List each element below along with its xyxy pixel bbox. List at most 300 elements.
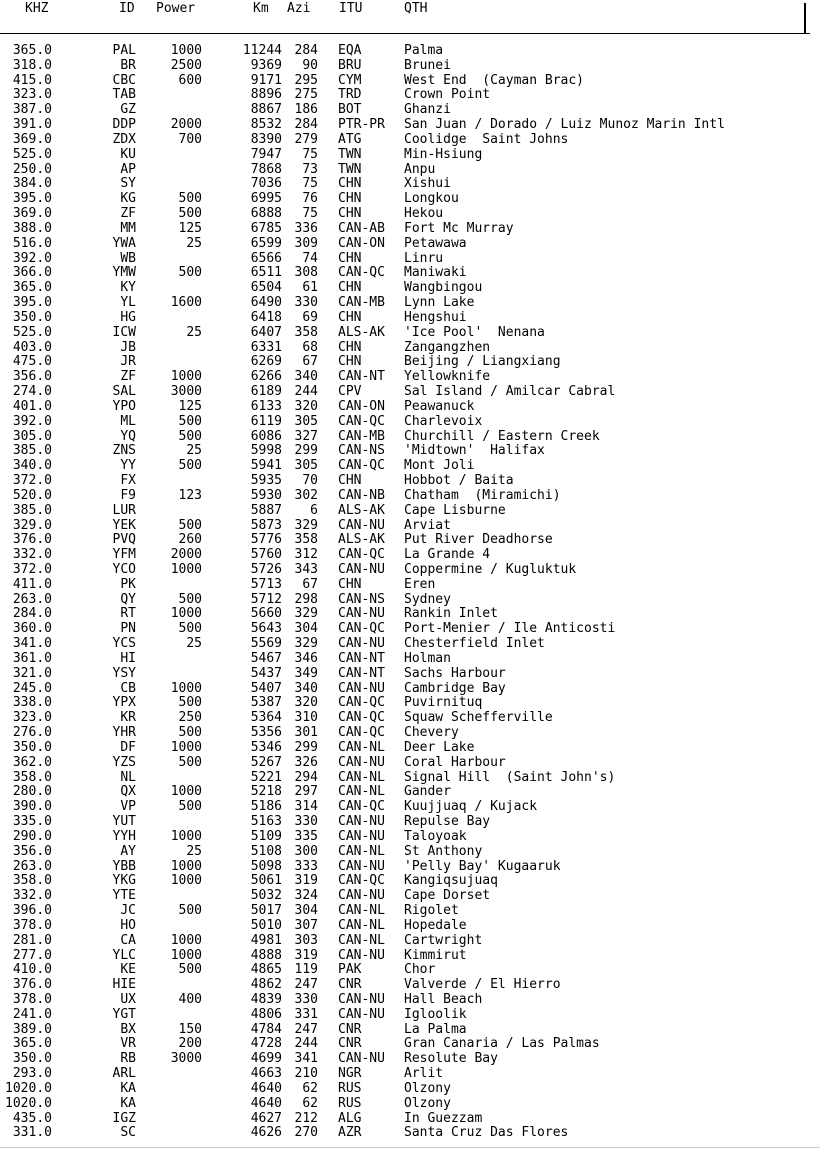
cell-power: 260 xyxy=(178,532,202,548)
cell-azi: 324 xyxy=(294,888,318,904)
cell-azi: 270 xyxy=(294,1125,318,1141)
table-row[interactable] xyxy=(0,311,810,326)
cell-azi: 343 xyxy=(294,561,318,577)
cell-itu: CAN-QC xyxy=(338,621,385,637)
cell-qth: Resolute Bay xyxy=(404,1051,498,1067)
cell-id: YCS xyxy=(112,636,136,652)
cell-id: ZF xyxy=(120,369,136,385)
table-row[interactable] xyxy=(0,682,810,697)
cell-power: 500 xyxy=(178,191,202,207)
cell-itu: CAN-NB xyxy=(338,487,385,503)
table-row[interactable] xyxy=(0,978,810,993)
cell-azi: 61 xyxy=(302,280,318,296)
cell-khz: 369.0 xyxy=(12,206,52,222)
cell-km: 7947 xyxy=(250,146,282,162)
table-row[interactable] xyxy=(0,756,810,771)
table-row[interactable] xyxy=(0,459,810,474)
table-row[interactable] xyxy=(0,637,810,652)
cell-power: 500 xyxy=(178,458,202,474)
table-row[interactable] xyxy=(0,59,810,74)
cell-power: 600 xyxy=(178,72,202,88)
cell-power: 700 xyxy=(178,131,202,147)
cell-qth: Chor xyxy=(404,962,436,978)
cell-qth: Coral Harbour xyxy=(404,754,506,770)
cell-azi: 75 xyxy=(302,146,318,162)
cell-km: 9369 xyxy=(250,57,282,73)
table-row[interactable] xyxy=(0,326,810,341)
table-row[interactable] xyxy=(0,430,810,445)
cell-power: 2000 xyxy=(170,547,202,563)
cell-km: 6407 xyxy=(250,324,282,340)
cell-id: ICW xyxy=(112,324,136,340)
table-row[interactable] xyxy=(0,519,810,534)
cell-itu: CAN-NU xyxy=(338,858,385,874)
cell-qth: Longkou xyxy=(404,191,459,207)
cell-km: 4865 xyxy=(250,962,282,978)
table-row[interactable] xyxy=(0,548,810,563)
cell-qth: Arviat xyxy=(404,517,451,533)
cell-id: UX xyxy=(120,992,136,1007)
table-row[interactable] xyxy=(0,1023,810,1038)
cell-itu: CAN-NU xyxy=(338,606,385,622)
cell-azi: 284 xyxy=(294,43,318,58)
cell-khz: 250.0 xyxy=(12,161,52,177)
table-row[interactable] xyxy=(0,563,810,578)
cell-azi: 304 xyxy=(294,621,318,637)
cell-id: PVQ xyxy=(112,532,136,548)
cell-km: 8390 xyxy=(250,131,282,147)
cell-itu: NGR xyxy=(338,1066,362,1082)
table-row[interactable] xyxy=(0,474,810,489)
table-row[interactable] xyxy=(0,741,810,756)
table-row[interactable] xyxy=(0,444,810,459)
table-row[interactable] xyxy=(0,696,810,711)
table-row[interactable] xyxy=(0,163,810,178)
table-row[interactable] xyxy=(0,266,810,281)
cell-azi: 341 xyxy=(294,1051,318,1067)
cell-qth: Holman xyxy=(404,650,451,666)
cell-itu: CAN-NS xyxy=(338,591,385,607)
table-row[interactable] xyxy=(0,889,810,904)
cell-km: 5387 xyxy=(250,695,282,711)
cell-id: VR xyxy=(120,1036,136,1052)
cell-power: 500 xyxy=(178,265,202,281)
cell-itu: CAN-NL xyxy=(338,739,385,755)
cell-azi: 319 xyxy=(294,947,318,963)
cell-itu: AZR xyxy=(338,1125,362,1141)
table-row[interactable] xyxy=(0,118,810,133)
cell-qth: Yellowknife xyxy=(404,369,491,385)
cell-qth: San Juan / Dorado / Luiz Munoz Marin Intl xyxy=(404,117,725,133)
cell-km: 5887 xyxy=(250,502,282,518)
cell-itu: CAN-AB xyxy=(338,220,385,236)
cell-itu: CAN-NL xyxy=(338,769,385,785)
cell-itu: RUS xyxy=(338,1095,362,1111)
cell-id: YWA xyxy=(112,235,136,251)
cell-power: 1000 xyxy=(170,606,202,622)
cell-km: 4981 xyxy=(250,932,282,948)
cell-khz: 388.0 xyxy=(12,220,52,236)
table-row[interactable] xyxy=(0,993,810,1008)
cell-khz: 411.0 xyxy=(12,576,52,592)
table-row[interactable] xyxy=(0,252,810,267)
cell-azi: 327 xyxy=(294,428,318,444)
column-header-qth[interactable]: QTH xyxy=(404,1,428,16)
table-row[interactable] xyxy=(0,1082,810,1097)
cell-id: PK xyxy=(120,576,136,592)
cell-km: 4699 xyxy=(250,1051,282,1067)
cell-khz: 263.0 xyxy=(12,591,52,607)
cell-km: 6119 xyxy=(250,413,282,429)
cell-khz: 263.0 xyxy=(12,858,52,874)
table-row[interactable] xyxy=(0,400,810,415)
cell-id: KA xyxy=(120,1095,136,1111)
cell-km: 4806 xyxy=(250,1006,282,1022)
cell-azi: 212 xyxy=(294,1110,318,1126)
cell-qth: Coppermine / Kugluktuk xyxy=(404,561,577,577)
table-row[interactable] xyxy=(0,281,810,296)
cell-khz: 415.0 xyxy=(12,72,52,88)
cell-khz: 332.0 xyxy=(12,888,52,904)
cell-id: YLC xyxy=(112,947,136,963)
cell-qth: La Grande 4 xyxy=(404,547,491,563)
cell-km: 6511 xyxy=(250,265,282,281)
cell-itu: CHN xyxy=(338,354,362,370)
cell-qth: Gander xyxy=(404,784,451,800)
table-row[interactable] xyxy=(0,830,810,845)
table-row[interactable] xyxy=(0,103,810,118)
table-row[interactable] xyxy=(0,1126,810,1141)
cell-km: 6189 xyxy=(250,384,282,400)
cell-qth: Petawawa xyxy=(404,235,467,251)
cell-power: 25 xyxy=(186,843,202,859)
cell-qth: Min-Hsiung xyxy=(404,146,483,162)
cell-itu: CAN-ON xyxy=(338,235,385,251)
cell-qth: Cartwright xyxy=(404,932,483,948)
cell-qth: 'Ice Pool' Nenana xyxy=(404,324,545,340)
table-row[interactable] xyxy=(0,296,810,311)
cell-itu: TWN xyxy=(338,146,362,162)
cell-khz: 284.0 xyxy=(12,606,52,622)
cell-azi: 336 xyxy=(294,220,318,236)
table-row[interactable] xyxy=(0,622,810,637)
cell-km: 6785 xyxy=(250,220,282,236)
cell-qth: Kimmirut xyxy=(404,947,467,963)
cell-qth: Cambridge Bay xyxy=(404,680,506,696)
cell-itu: ATG xyxy=(338,131,362,147)
cell-itu: TWN xyxy=(338,161,362,177)
cell-qth: Palma xyxy=(404,43,444,58)
cell-itu: CHN xyxy=(338,206,362,222)
cell-azi: 319 xyxy=(294,873,318,889)
table-row[interactable] xyxy=(0,533,810,548)
table-row[interactable] xyxy=(0,711,810,726)
cell-azi: 119 xyxy=(294,962,318,978)
table-row[interactable] xyxy=(0,192,810,207)
cell-qth: Olzony xyxy=(404,1080,451,1096)
cell-id: BR xyxy=(120,57,136,73)
cell-khz: 350.0 xyxy=(12,739,52,755)
cell-itu: BRU xyxy=(338,57,362,73)
table-row[interactable] xyxy=(0,207,810,222)
cell-azi: 305 xyxy=(294,413,318,429)
column-header-azi[interactable]: Azi xyxy=(287,1,311,16)
table-row[interactable] xyxy=(0,874,810,889)
cell-km: 5186 xyxy=(250,799,282,815)
cell-km: 5760 xyxy=(250,547,282,563)
cell-azi: 69 xyxy=(302,309,318,325)
cell-itu: CHN xyxy=(338,250,362,266)
cell-azi: 326 xyxy=(294,754,318,770)
cell-qth: Valverde / El Hierro xyxy=(404,977,561,993)
cell-id: YL xyxy=(120,295,136,311)
table-row[interactable] xyxy=(0,355,810,370)
cell-itu: CAN-QC xyxy=(338,725,385,741)
cell-khz: 390.0 xyxy=(12,799,52,815)
table-row[interactable] xyxy=(0,1008,810,1023)
table-row[interactable] xyxy=(0,1112,810,1127)
cell-khz: 387.0 xyxy=(12,102,52,118)
cell-khz: 385.0 xyxy=(12,443,52,459)
cell-itu: CAN-QC xyxy=(338,710,385,726)
cell-km: 4627 xyxy=(250,1110,282,1126)
cell-khz: 277.0 xyxy=(12,947,52,963)
column-header-id[interactable]: ID xyxy=(119,1,135,16)
cell-azi: 210 xyxy=(294,1066,318,1082)
cell-id: YTE xyxy=(112,888,136,904)
cell-id: KG xyxy=(120,191,136,207)
cell-id: YGT xyxy=(112,1006,136,1022)
cell-km: 8532 xyxy=(250,117,282,133)
cell-azi: 275 xyxy=(294,87,318,103)
cell-azi: 304 xyxy=(294,903,318,919)
cell-power: 25 xyxy=(186,235,202,251)
cell-id: YMW xyxy=(112,265,136,281)
table-row[interactable] xyxy=(0,726,810,741)
cell-azi: 295 xyxy=(294,72,318,88)
cell-azi: 333 xyxy=(294,858,318,874)
cell-power: 1000 xyxy=(170,680,202,696)
table-row[interactable] xyxy=(0,177,810,192)
cell-khz: 350.0 xyxy=(12,309,52,325)
cell-khz: 293.0 xyxy=(12,1066,52,1082)
table-row[interactable] xyxy=(0,74,810,89)
table-row[interactable] xyxy=(0,504,810,519)
cell-itu: CHN xyxy=(338,339,362,355)
table-row[interactable] xyxy=(0,949,810,964)
cell-id: ZDX xyxy=(112,131,136,147)
cell-azi: 68 xyxy=(302,339,318,355)
cell-power: 2500 xyxy=(170,57,202,73)
cell-qth: Santa Cruz Das Flores xyxy=(404,1125,569,1141)
table-header xyxy=(0,0,810,34)
cell-qth: Taloyoak xyxy=(404,828,467,844)
cell-km: 4784 xyxy=(250,1021,282,1037)
cell-azi: 301 xyxy=(294,725,318,741)
cell-itu: RUS xyxy=(338,1080,362,1096)
cell-itu: CAN-NU xyxy=(338,636,385,652)
scroll-indicator[interactable] xyxy=(804,3,806,33)
cell-id: IGZ xyxy=(112,1110,136,1126)
cell-azi: 303 xyxy=(294,932,318,948)
table-row[interactable] xyxy=(0,771,810,786)
table-row[interactable] xyxy=(0,607,810,622)
cell-azi: 90 xyxy=(302,57,318,73)
cell-khz: 241.0 xyxy=(12,1006,52,1022)
table-row[interactable] xyxy=(0,845,810,860)
cell-itu: PTR-PR xyxy=(338,117,385,133)
table-row[interactable] xyxy=(0,963,810,978)
cell-id: YQ xyxy=(120,428,136,444)
cell-id: DDP xyxy=(112,117,136,133)
cell-power: 25 xyxy=(186,636,202,652)
cell-id: HG xyxy=(120,309,136,325)
cell-azi: 244 xyxy=(294,384,318,400)
cell-km: 5356 xyxy=(250,725,282,741)
cell-power: 2000 xyxy=(170,117,202,133)
table-row[interactable] xyxy=(0,785,810,800)
cell-azi: 279 xyxy=(294,131,318,147)
cell-qth: Anpu xyxy=(404,161,436,177)
cell-azi: 340 xyxy=(294,369,318,385)
cell-khz: 410.0 xyxy=(12,962,52,978)
cell-qth: Zangangzhen xyxy=(404,339,491,355)
cell-qth: Coolidge Saint Johns xyxy=(404,131,569,147)
cell-khz: 338.0 xyxy=(12,695,52,711)
cell-id: NL xyxy=(120,769,136,785)
cell-itu: CPV xyxy=(338,384,362,400)
cell-id: ZNS xyxy=(112,443,136,459)
cell-azi: 346 xyxy=(294,650,318,666)
cell-khz: 290.0 xyxy=(12,828,52,844)
cell-itu: CAN-NL xyxy=(338,784,385,800)
cell-id: AY xyxy=(120,843,136,859)
cell-id: HIE xyxy=(112,977,136,993)
cell-azi: 314 xyxy=(294,799,318,815)
table-row[interactable] xyxy=(0,385,810,400)
cell-khz: 356.0 xyxy=(12,369,52,385)
cell-khz: 376.0 xyxy=(12,977,52,993)
table-row[interactable] xyxy=(0,341,810,356)
cell-km: 4728 xyxy=(250,1036,282,1052)
cell-km: 5712 xyxy=(250,591,282,607)
column-header-khz[interactable]: KHZ xyxy=(25,1,49,16)
table-row[interactable] xyxy=(0,815,810,830)
cell-qth: Hopedale xyxy=(404,917,467,933)
cell-khz: 384.0 xyxy=(12,176,52,192)
cell-qth: Crown Point xyxy=(404,87,491,103)
table-row[interactable] xyxy=(0,44,810,59)
cell-azi: 75 xyxy=(302,206,318,222)
cell-power: 500 xyxy=(178,725,202,741)
table-row[interactable] xyxy=(0,1052,810,1067)
table-row[interactable] xyxy=(0,904,810,919)
cell-km: 6331 xyxy=(250,339,282,355)
cell-itu: CAN-MB xyxy=(338,428,385,444)
cell-km: 5061 xyxy=(250,873,282,889)
cell-id: YY xyxy=(120,458,136,474)
cell-id: JB xyxy=(120,339,136,355)
cell-itu: CAN-NU xyxy=(338,947,385,963)
table-row[interactable] xyxy=(0,370,810,385)
cell-qth: 'Midtown' Halifax xyxy=(404,443,545,459)
table-row[interactable] xyxy=(0,593,810,608)
cell-khz: 276.0 xyxy=(12,725,52,741)
table-row[interactable] xyxy=(0,800,810,815)
cell-power: 1000 xyxy=(170,43,202,58)
table-row[interactable] xyxy=(0,237,810,252)
cell-itu: CAN-NU xyxy=(338,1006,385,1022)
cell-qth: Peawanuck xyxy=(404,398,475,414)
cell-azi: 335 xyxy=(294,828,318,844)
cell-id: RB xyxy=(120,1051,136,1067)
table-row[interactable] xyxy=(0,1037,810,1052)
cell-khz: 365.0 xyxy=(12,1036,52,1052)
cell-khz: 1020.0 xyxy=(5,1095,52,1111)
cell-azi: 297 xyxy=(294,784,318,800)
column-header-itu[interactable]: ITU xyxy=(339,1,363,16)
cell-id: YBB xyxy=(112,858,136,874)
table-row[interactable] xyxy=(0,934,810,949)
table-row[interactable] xyxy=(0,652,810,667)
table-row[interactable] xyxy=(0,133,810,148)
cell-power: 500 xyxy=(178,695,202,711)
cell-id: YZS xyxy=(112,754,136,770)
table-row[interactable] xyxy=(0,667,810,682)
cell-km: 5569 xyxy=(250,636,282,652)
column-header-km[interactable]: Km xyxy=(253,1,269,16)
cell-id: PAL xyxy=(112,43,136,58)
column-header-power[interactable]: Power xyxy=(156,1,196,16)
cell-power: 1000 xyxy=(170,739,202,755)
cell-km: 5998 xyxy=(250,443,282,459)
cell-azi: 305 xyxy=(294,458,318,474)
cell-itu: CHN xyxy=(338,309,362,325)
cell-qth: Churchill / Eastern Creek xyxy=(404,428,600,444)
cell-km: 8867 xyxy=(250,102,282,118)
cell-azi: 299 xyxy=(294,739,318,755)
table-row[interactable] xyxy=(0,148,810,163)
cell-itu: ALS-AK xyxy=(338,532,385,548)
cell-km: 6133 xyxy=(250,398,282,414)
cell-id: KR xyxy=(120,710,136,726)
cell-km: 6888 xyxy=(250,206,282,222)
cell-power: 500 xyxy=(178,621,202,637)
cell-qth: West End (Cayman Brac) xyxy=(404,72,585,88)
table-row[interactable] xyxy=(0,1097,810,1112)
cell-khz: 525.0 xyxy=(12,324,52,340)
cell-id: SAL xyxy=(112,384,136,400)
table-row[interactable] xyxy=(0,860,810,875)
table-row[interactable] xyxy=(0,919,810,934)
cell-qth: Sydney xyxy=(404,591,451,607)
cell-azi: 67 xyxy=(302,354,318,370)
cell-qth: Repulse Bay xyxy=(404,814,491,830)
table-row[interactable] xyxy=(0,88,810,103)
table-row[interactable] xyxy=(0,489,810,504)
cell-itu: BOT xyxy=(338,102,362,118)
table-row[interactable] xyxy=(0,1067,810,1082)
table-row[interactable] xyxy=(0,222,810,237)
cell-itu: CAN-NT xyxy=(338,665,385,681)
cell-qth: Puvirnituq xyxy=(404,695,483,711)
table-row[interactable] xyxy=(0,415,810,430)
cell-id: FX xyxy=(120,473,136,489)
cell-khz: 403.0 xyxy=(12,339,52,355)
cell-qth: Gran Canaria / Las Palmas xyxy=(404,1036,600,1052)
table-row[interactable] xyxy=(0,578,810,593)
cell-km: 4626 xyxy=(250,1125,282,1141)
